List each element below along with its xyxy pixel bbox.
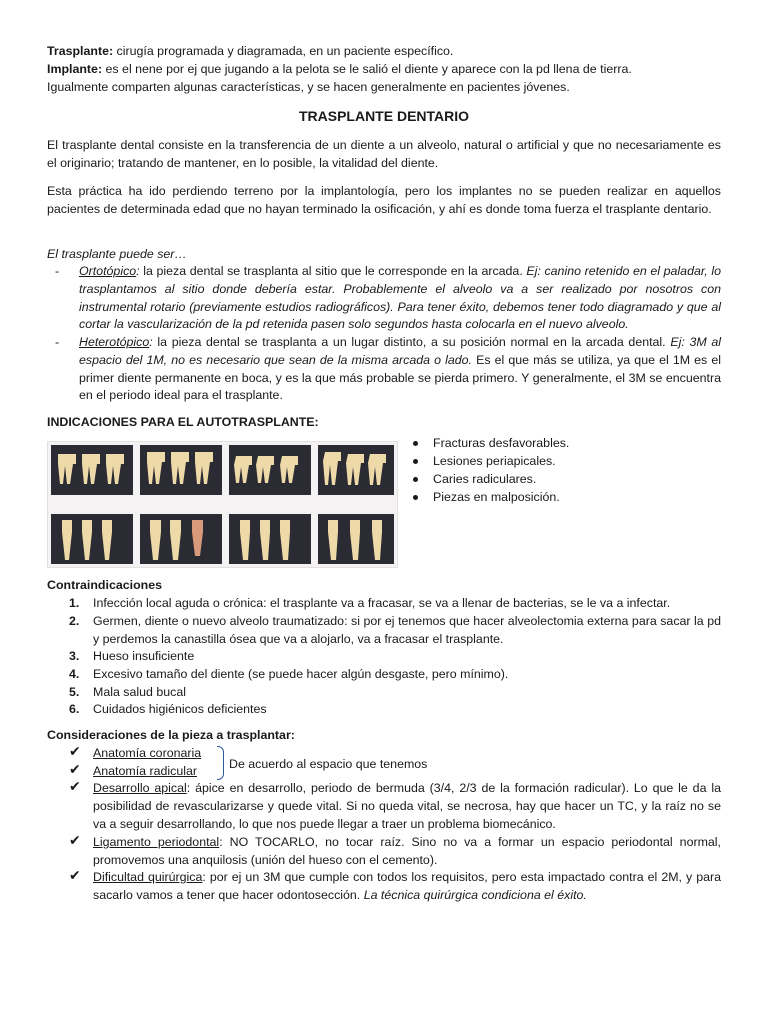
contra-item: Cuidados higiénicos deficientes (93, 702, 267, 716)
consideration-item: Dificultad quirúrgica: por ej un 3M que cumple con todos los requisitos, pero esta impactado contra el 2M, y para sacarlo vamos a tener que hacer odontosección. La técnica quirúrgica condiciona el éxito. (93, 870, 721, 902)
checkmark-icon: ✔ (69, 743, 81, 759)
contra-number: 6. (69, 702, 80, 716)
contra-item: Mala salud bucal (93, 685, 186, 699)
teeth-illustration (48, 442, 397, 567)
intro-trasplante: Trasplante: cirugía programada y diagramada, en un paciente específico. (47, 44, 454, 58)
contra-number: 4. (69, 667, 80, 681)
consideration-item: Desarrollo apical: ápice en desarrollo, periodo de bermuda (3/4, 2/3 de la formación radicular). Lo que le da la posibilidad de revascularizarse y quede vital. Si no queda vital, se necrosa, hay que hacer un TC, y la raíz no se va a seguir desarrollando, lo que nos puede llegar a traer un problema biomecánico. (93, 781, 721, 831)
dash-bullet: - (55, 264, 60, 278)
checkmark-icon: ✔ (69, 761, 81, 777)
contra-number: 5. (69, 685, 80, 699)
indications-heading: INDICACIONES PARA EL AUTOTRASPLANTE: (47, 415, 319, 429)
indications-list (410, 435, 569, 507)
dash-bullet: - (55, 335, 60, 349)
paragraph-definition: El trasplante dental consiste en la transferencia de un diente a un alveolo, natural o artificial y que no necesariamente es el originario; tratando de mantener, en lo posible, la vitalidad del diente. (47, 138, 721, 170)
checkmark-icon: ✔ (69, 867, 81, 883)
intro-shared: Igualmente comparten algunas características, y se hacen generalmente en pacientes jóvenes. (47, 80, 570, 94)
page-title: TRASPLANTE DENTARIO (298, 108, 470, 124)
tooth-card-row-1 (51, 445, 394, 495)
contra-item: Excesivo tamaño del diente (se puede hacer algún desgaste, pero mínimo). (93, 667, 509, 681)
types-intro: El trasplante puede ser… (47, 247, 187, 261)
anatomia-coronaria: Anatomía coronaria (93, 746, 202, 760)
list-item: Piezas en malposición. (410, 489, 569, 507)
type-heterotopico: Heterotópico: la pieza dental se trasplanta a un lugar distinto, a su posición normal en la arcada dental. Ej: 3M al espacio del 1M, no es necesario que sean de la misma arcada o lado. Es el que más se utiliza, ya que el 1M es el primer diente permanente en boca, y es la que más probable se pierda primero. Y generalmente, el 3M se encuentra en el periodo ideal para el trasplante. (79, 335, 721, 403)
contra-heading: Contraindicaciones (47, 578, 162, 592)
contra-item: Hueso insuficiente (93, 649, 195, 663)
consideration-item: Ligamento periodontal: NO TOCARLO, no tocar raíz. Sino no va a formar un espacio periodontal normal, promovemos una anquilosis (unión del hueso con el cemento). (93, 835, 721, 867)
list-item: Caries radiculares. (410, 471, 569, 489)
checkmark-icon: ✔ (69, 778, 81, 794)
brace-icon (217, 746, 224, 780)
brace-note: De acuerdo al espacio que tenemos (229, 757, 428, 771)
checkmark-icon: ✔ (69, 832, 81, 848)
contra-item: Germen, diente o nuevo alveolo traumatizado: si por ej tenemos que hacer alveolectomia externa para sacar la pd y perdemos la canastilla ósea que va a alojarlo, va a fracasar el trasplante. (93, 614, 721, 646)
contra-item: Infección local aguda o crónica: el trasplante va a fracasar, se va a llenar de bacterias, se le va a infectar. (93, 596, 671, 610)
contra-number: 1. (69, 596, 80, 610)
considerations-heading: Consideraciones de la pieza a trasplantar: (47, 728, 295, 742)
contra-number: 3. (69, 649, 80, 663)
paragraph-implantology: Esta práctica ha ido perdiendo terreno por la implantología, pero los implantes no se pueden realizar en aquellos pacientes de determinada edad que no hayan terminado la osificación, y ahí es donde toma fuerza el trasplante dentario. (47, 184, 721, 216)
teeth-photo (47, 441, 398, 568)
list-item: Fracturas desfavorables. (410, 435, 569, 453)
anatomia-radicular: Anatomía radicular (93, 764, 197, 778)
contra-number: 2. (69, 614, 80, 628)
type-ortotopico: Ortotópico: la pieza dental se trasplanta al sitio que le corresponde en la arcada. Ej: canino retenido en el paladar, lo trasplantamos al sitio donde debería estar. Probablemente el alveolo va a ser realizado por nosotros con instrumental rotario (previamente estudios radiográficos). Para tener éxito, debemos tener todo diagramado y que al cortar la vascularización de la pd retenida pasen solo segundos hasta colocarla en el nuevo alveolo. (79, 264, 721, 332)
intro-implante: Implante: es el nene por ej que jugando a la pelota se le salió el diente y aparece con la pd llena de tierra. (47, 62, 632, 76)
list-item: Lesiones periapicales. (410, 453, 569, 471)
